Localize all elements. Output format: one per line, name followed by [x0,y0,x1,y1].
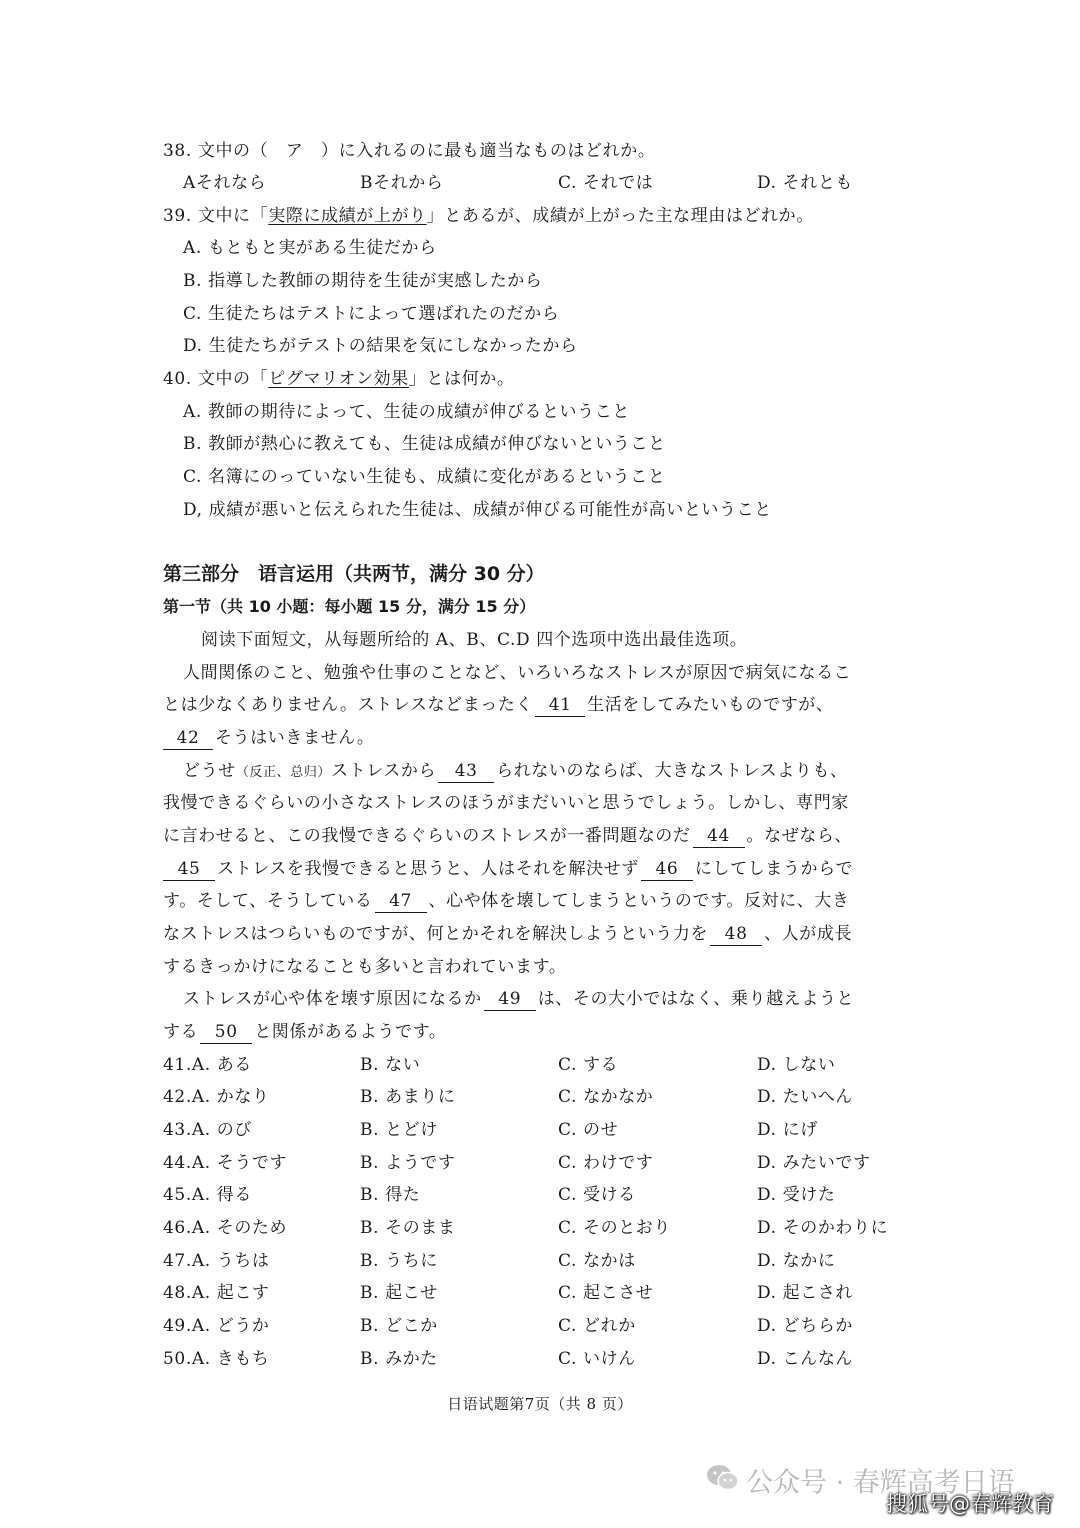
choice-43-a: 43.A. のび [163,1120,252,1140]
choice-47-c: C. なかは [558,1251,636,1271]
wechat-icon [706,1463,740,1505]
choice-42-d: D. たいへん [757,1087,854,1107]
choice-43-c: C. のせ [558,1120,619,1140]
choice-44-a: 44.A. そうです [163,1153,288,1173]
question-40-option-d: D, 成績が悪いと伝えられた生徒は、成績が伸びる可能性が高いということ [183,500,772,520]
question-40-option-c: C. 名簿にのっていない生徒も、成績に変化があるということ [183,467,666,487]
question-38-stem: 38. 文中の（ ア ）に入れるのに最も適当なものはどれか。 [163,141,656,161]
choice-41-a: 41.A. ある [163,1055,252,1075]
passage-line: す。そして、そうしている 47 、心や体を壊してしまうというのです。反対に、大き [163,891,850,911]
question-40-option-b: B. 教師が熱心に教えても、生徒は成績が伸びないということ [183,434,666,454]
question-38-option-b: Bそれから [360,173,444,193]
section-instruction: 阅读下面短文，从每题所给的 A、B、C.D 四个选项中选出最佳选项。 [201,630,748,650]
sohu-watermark: 搜狐号@春辉教育 [886,1492,1054,1516]
choice-50-a: 50.A. きもち [163,1349,270,1369]
choice-49-a: 49.A. どうか [163,1316,270,1336]
choice-41-b: B. ない [360,1055,421,1075]
choice-47-b: B. うちに [360,1251,438,1271]
question-38-option-c: C. それでは [558,173,654,193]
passage-line: するきっかけになることも多いと言われています。 [163,957,567,977]
question-39-option-a: A. もともと実がある生徒だから [183,238,437,258]
choice-48-a: 48.A. 起こす [163,1283,270,1303]
choice-47-d: D. なかに [757,1251,836,1271]
choice-45-c: C. 受ける [558,1185,636,1205]
question-38-option-a: Aそれなら [183,173,267,193]
passage-line: 45 ストレスを我慢できると思うと、人はそれを解決せず 46 にしてしまうからで [163,854,853,884]
blank-41: 41 [535,694,585,717]
choice-43-d: D. にげ [757,1120,818,1140]
passage-line: する 50 と関係があるようです。 [163,1022,447,1042]
underlined-phrase: 実際に成績が上がり [268,206,427,226]
choice-46-c: C. そのとおり [558,1218,672,1238]
blank-42: 42 [163,727,213,750]
choice-49-b: B. どこか [360,1316,438,1336]
choice-47-a: 47.A. うちは [163,1251,270,1271]
blank-43: 43 [438,760,494,783]
choice-42-c: C. なかなか [558,1087,654,1107]
choice-48-c: C. 起こさせ [558,1283,654,1303]
choice-49-c: C. どれか [558,1316,636,1336]
blank-49: 49 [484,988,536,1011]
choice-46-b: B. そのまま [360,1218,456,1238]
choice-41-c: C. する [558,1055,619,1075]
blank-44: 44 [693,825,745,848]
question-40-option-a: A. 教師の期待によって、生徒の成績が伸びるということ [183,402,630,422]
passage-line: 人間関係のこと、勉強や仕事のことなど、いろいろなストレスが原因で病気になるこ [183,663,852,683]
choice-48-b: B. 起こせ [360,1283,438,1303]
question-39-option-b: B. 指導した教師の期待を生徒が実感したから [183,271,543,291]
choice-44-c: C. わけです [558,1153,654,1173]
choice-48-d: D. 起こされ [757,1283,854,1303]
question-39-option-d: D. 生徒たちがテストの結果を気にしなかったから [183,336,578,356]
passage-line: どうせ（反正、总归）ストレスから 43 られないのならば、大きなストレスよりも、 [183,761,848,781]
blank-50: 50 [200,1021,252,1044]
choice-46-a: 46.A. そのため [163,1218,288,1238]
blank-45: 45 [163,858,215,881]
wechat-watermark: 公众号 · 春辉高考日语 [706,1463,1015,1503]
choice-46-d: D. そのかわりに [757,1218,889,1238]
choice-50-c: C. いけん [558,1349,636,1369]
passage-line: なストレスはつらいものですが、何とかそれを解決しようという力を 48 、人が成長 [163,924,853,944]
choice-49-d: D. どちらか [757,1316,854,1336]
choice-43-b: B. とどけ [360,1120,438,1140]
passage-line: 42 そうはいきません。 [163,723,374,753]
page-footer: 日语试题第7页（共 8 页） [447,1395,633,1413]
underlined-phrase: ピグマリオン効果 [268,369,409,389]
question-39-stem: 39. 文中に「実際に成績が上がり」とあるが、成績が上がった主な理由はどれか。 [163,206,814,226]
choice-50-b: B. みかた [360,1349,438,1369]
blank-47: 47 [375,890,427,913]
choice-41-d: D. しない [757,1055,836,1075]
passage-line: 我慢できるぐらいの小さなストレスのほうがまだいいと思うでしょう。しかし、専門家 [163,793,849,813]
choice-45-a: 45.A. 得る [163,1185,252,1205]
blank-48: 48 [710,923,762,946]
question-40-stem: 40. 文中の「ピグマリオン効果」とは何か。 [163,369,515,389]
choice-45-b: B. 得た [360,1185,421,1205]
passage-line: に言わせると、この我慢できるぐらいのストレスが一番問題なのだ 44 。なぜなら、 [163,826,853,846]
blank-46: 46 [641,858,693,881]
passage-line: とは少なくありません。ストレスなどまったく 41 生活をしてみたいものですが、 [163,695,834,715]
choice-44-d: D. みたいです [757,1153,871,1173]
section-subtitle: 第一节（共 10 小题：每小题 15 分，满分 15 分） [163,597,536,616]
choice-45-d: D. 受けた [757,1185,836,1205]
choice-42-b: B. あまりに [360,1087,456,1107]
question-38-option-d: D. それとも [757,173,854,193]
question-39-option-c: C. 生徒たちはテストによって選ばれたのだから [183,304,560,324]
passage-line: ストレスが心や体を壊す原因になるか 49 は、その大小ではなく、乗り越えようと [183,989,855,1009]
choice-44-b: B. ようです [360,1153,456,1173]
section-title: 第三部分 语言运用（共两节，满分 30 分） [163,563,545,585]
gloss-note: （反正、总归） [235,765,332,780]
choice-50-d: D. こんなん [757,1349,854,1369]
choice-42-a: 42.A. かなり [163,1087,270,1107]
